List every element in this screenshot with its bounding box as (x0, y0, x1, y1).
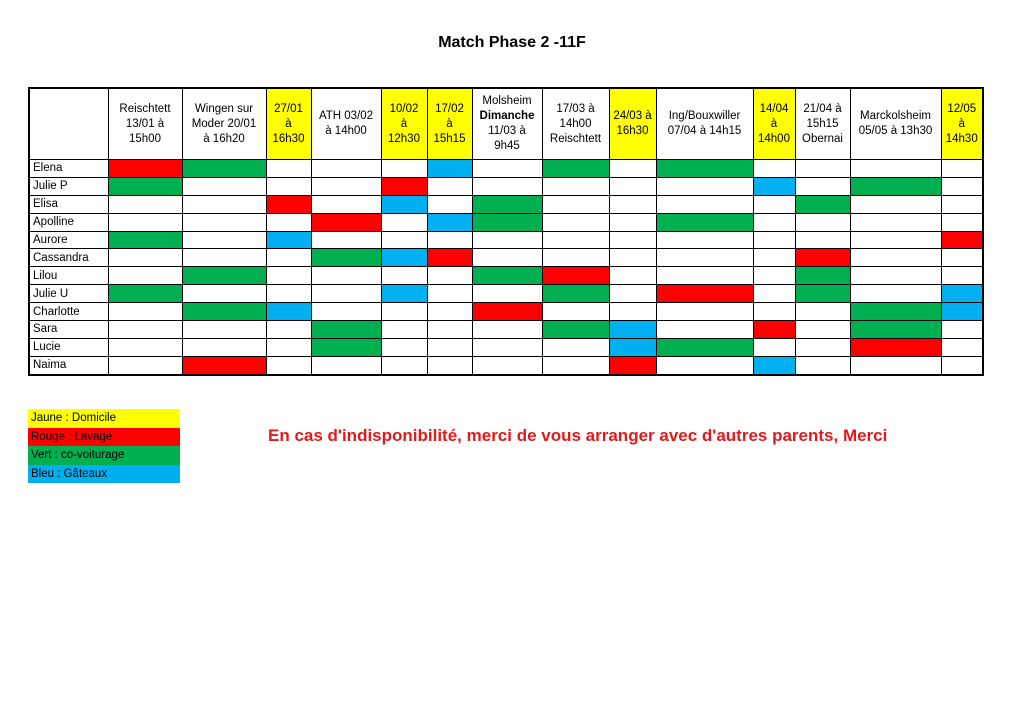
assignment-cell (108, 321, 182, 339)
match-header (850, 88, 941, 160)
player-name: Apolline (29, 213, 108, 231)
match-header-line: 11/03 à (488, 125, 526, 137)
table-row (29, 195, 983, 213)
assignment-cell (542, 213, 609, 231)
match-header-line: 17/03 à (556, 102, 595, 115)
assignment-cell (542, 285, 609, 303)
match-header-line: Molsheim (482, 95, 532, 107)
assignment-cell (266, 321, 311, 339)
match-header-line: à (770, 117, 778, 130)
assignment-cell (182, 321, 266, 339)
assignment-cell (850, 213, 941, 231)
player-name: Cassandra (29, 249, 108, 267)
assignment-cell (311, 160, 381, 178)
match-header-line: 07/04 à 14h15 (667, 125, 742, 137)
assignment-cell (542, 267, 609, 285)
match-header-line: 15h15 (806, 117, 839, 130)
assignment-cell (311, 303, 381, 321)
assignment-cell (381, 231, 427, 249)
assignment-cell (850, 356, 941, 374)
match-header-line: à (958, 117, 965, 130)
assignment-cell (108, 231, 182, 249)
match-header-line: Dimanche (479, 110, 535, 122)
assignment-cell (609, 231, 656, 249)
match-header (941, 88, 983, 160)
match-header-line: 24/03 à (613, 110, 652, 122)
assignment-cell (656, 160, 753, 178)
assignment-cell (609, 356, 656, 374)
assignment-cell (795, 195, 850, 213)
schedule-table (28, 87, 984, 376)
player-name: Lilou (29, 267, 108, 285)
legend (28, 409, 180, 483)
match-header-line: à 14h00 (325, 125, 367, 137)
page-title: Match Phase 2 -11F (438, 34, 586, 51)
assignment-cell (108, 356, 182, 374)
table-row (29, 321, 983, 339)
assignment-cell (472, 338, 542, 356)
match-header (381, 88, 427, 160)
table-row (29, 338, 983, 356)
player-name: Naima (29, 356, 108, 374)
assignment-cell (850, 177, 941, 195)
assignment-cell (311, 231, 381, 249)
match-header-line: Reischtett (549, 132, 602, 145)
assignment-cell (182, 177, 266, 195)
assignment-cell (941, 195, 983, 213)
match-header-line: à 16h20 (203, 132, 245, 145)
legend-item: Bleu : Gâteaux (28, 465, 180, 484)
match-header-line: 14h00 (559, 117, 592, 130)
assignment-cell (795, 338, 850, 356)
table-row (29, 231, 983, 249)
player-name: Elena (29, 160, 108, 178)
assignment-cell (753, 356, 795, 374)
assignment-cell (795, 231, 850, 249)
assignment-cell (656, 267, 753, 285)
assignment-cell (941, 321, 983, 339)
match-header-line: Reischtett (119, 102, 171, 115)
assignment-cell (609, 195, 656, 213)
assignment-cell (182, 160, 266, 178)
assignment-cell (850, 249, 941, 267)
assignment-cell (108, 303, 182, 321)
assignment-cell (266, 177, 311, 195)
assignment-cell (266, 249, 311, 267)
assignment-cell (427, 356, 472, 374)
player-name: Elisa (29, 195, 108, 213)
assignment-cell (427, 231, 472, 249)
match-header-line: 13/01 à (125, 117, 165, 130)
assignment-cell (542, 177, 609, 195)
assignment-cell (609, 303, 656, 321)
assignment-cell (266, 213, 311, 231)
match-header-line: 14h30 (945, 132, 978, 145)
match-header (795, 88, 850, 160)
assignment-cell (472, 303, 542, 321)
assignment-cell (941, 285, 983, 303)
assignment-cell (941, 356, 983, 374)
table-row (29, 249, 983, 267)
assignment-cell (609, 285, 656, 303)
assignment-cell (108, 338, 182, 356)
assignment-cell (941, 267, 983, 285)
assignment-cell (472, 160, 542, 178)
assignment-cell (472, 195, 542, 213)
assignment-cell (182, 303, 266, 321)
player-name: Julie U (29, 285, 108, 303)
assignment-cell (542, 249, 609, 267)
assignment-cell (427, 249, 472, 267)
assignment-cell (427, 321, 472, 339)
assignment-cell (108, 213, 182, 231)
assignment-cell (795, 160, 850, 178)
assignment-cell (108, 160, 182, 178)
assignment-cell (182, 267, 266, 285)
assignment-cell (311, 267, 381, 285)
assignment-cell (108, 195, 182, 213)
assignment-cell (381, 303, 427, 321)
assignment-cell (542, 231, 609, 249)
assignment-cell (182, 213, 266, 231)
match-header-line: ATH 03/02 (318, 110, 374, 122)
assignment-cell (656, 249, 753, 267)
assignment-cell (941, 160, 983, 178)
assignment-cell (182, 356, 266, 374)
assignment-cell (795, 321, 850, 339)
assignment-cell (381, 177, 427, 195)
match-header-line: 15h00 (129, 132, 161, 145)
match-header-line: Moder 20/01 (191, 117, 257, 130)
assignment-cell (941, 303, 983, 321)
assignment-cell (427, 303, 472, 321)
assignment-cell (472, 249, 542, 267)
assignment-cell (753, 321, 795, 339)
assignment-cell (472, 177, 542, 195)
match-header-line: 21/04 à (803, 102, 842, 115)
match-header-line: 14h00 (758, 132, 790, 145)
assignment-cell (182, 285, 266, 303)
assignment-cell (472, 231, 542, 249)
assignment-cell (753, 267, 795, 285)
assignment-cell (381, 213, 427, 231)
assignment-cell (266, 338, 311, 356)
assignment-cell (609, 249, 656, 267)
table-row (29, 285, 983, 303)
match-header-line: 12/05 (947, 102, 977, 115)
assignment-cell (108, 267, 182, 285)
match-header-line: 10/02 (389, 102, 419, 115)
assignment-cell (656, 177, 753, 195)
assignment-cell (850, 321, 941, 339)
assignment-cell (656, 231, 753, 249)
assignment-cell (753, 177, 795, 195)
assignment-cell (656, 356, 753, 374)
assignment-cell (542, 303, 609, 321)
assignment-cell (427, 338, 472, 356)
assignment-cell (427, 213, 472, 231)
assignment-cell (266, 356, 311, 374)
assignment-cell (795, 177, 850, 195)
assignment-cell (311, 356, 381, 374)
player-name: Aurore (29, 231, 108, 249)
assignment-cell (311, 213, 381, 231)
assignment-cell (266, 303, 311, 321)
assignment-cell (795, 285, 850, 303)
assignment-cell (542, 338, 609, 356)
assignment-cell (753, 160, 795, 178)
assignment-cell (795, 303, 850, 321)
table-row (29, 213, 983, 231)
match-header-line: 17/02 (435, 102, 464, 115)
availability-note: En cas d'indisponibilité, merci de vous arranger avec d'autres parents, Merci (268, 426, 888, 445)
assignment-cell (941, 249, 983, 267)
assignment-cell (850, 195, 941, 213)
assignment-cell (472, 321, 542, 339)
assignment-cell (609, 321, 656, 339)
assignment-cell (311, 249, 381, 267)
assignment-cell (656, 321, 753, 339)
match-header (311, 88, 381, 160)
assignment-cell (850, 285, 941, 303)
assignment-cell (311, 177, 381, 195)
table-row (29, 177, 983, 195)
assignment-cell (656, 195, 753, 213)
assignment-cell (941, 213, 983, 231)
match-header (656, 88, 753, 160)
assignment-cell (381, 356, 427, 374)
assignment-cell (795, 213, 850, 231)
assignment-cell (850, 338, 941, 356)
match-header-line: Marckolsheim (860, 110, 931, 122)
match-header-line: 05/05 à 13h30 (858, 125, 933, 137)
player-name: Lucie (29, 338, 108, 356)
player-name: Sara (29, 321, 108, 339)
match-header (542, 88, 609, 160)
table-row (29, 267, 983, 285)
assignment-cell (182, 195, 266, 213)
assignment-cell (941, 231, 983, 249)
assignment-cell (381, 338, 427, 356)
assignment-cell (542, 356, 609, 374)
corner-cell (29, 88, 108, 160)
assignment-cell (542, 321, 609, 339)
match-header-line: Obernai (802, 132, 843, 145)
match-header (472, 88, 542, 160)
assignment-cell (850, 231, 941, 249)
legend-item: Jaune : Domicile (28, 409, 180, 428)
assignment-cell (381, 267, 427, 285)
assignment-cell (795, 249, 850, 267)
match-header (753, 88, 795, 160)
assignment-cell (381, 249, 427, 267)
assignment-cell (381, 160, 427, 178)
assignment-cell (381, 195, 427, 213)
assignment-cell (656, 285, 753, 303)
assignment-cell (311, 285, 381, 303)
assignment-cell (753, 285, 795, 303)
assignment-cell (609, 177, 656, 195)
legend-item: Rouge : Lavage (28, 428, 180, 447)
assignment-cell (427, 285, 472, 303)
match-header (427, 88, 472, 160)
assignment-cell (108, 177, 182, 195)
assignment-cell (311, 195, 381, 213)
match-header (266, 88, 311, 160)
assignment-cell (311, 338, 381, 356)
assignment-cell (753, 338, 795, 356)
assignment-cell (427, 195, 472, 213)
assignment-cell (795, 267, 850, 285)
table-row (29, 160, 983, 178)
assignment-cell (266, 267, 311, 285)
assignment-cell (795, 356, 850, 374)
assignment-cell (266, 195, 311, 213)
table-body (29, 160, 983, 375)
assignment-cell (427, 160, 472, 178)
match-header (609, 88, 656, 160)
assignment-cell (108, 285, 182, 303)
match-header-line: Ing/Bouxwiller (668, 110, 741, 122)
assignment-cell (656, 303, 753, 321)
assignment-cell (941, 338, 983, 356)
match-header-line: à (446, 117, 453, 130)
assignment-cell (182, 231, 266, 249)
assignment-cell (609, 338, 656, 356)
assignment-cell (753, 303, 795, 321)
player-name: Julie P (29, 177, 108, 195)
assignment-cell (472, 267, 542, 285)
assignment-cell (266, 160, 311, 178)
match-header-line: à (400, 117, 408, 130)
assignment-cell (753, 213, 795, 231)
assignment-cell (266, 231, 311, 249)
assignment-cell (753, 195, 795, 213)
assignment-cell (941, 177, 983, 195)
assignment-cell (542, 195, 609, 213)
assignment-cell (609, 267, 656, 285)
assignment-cell (311, 321, 381, 339)
assignment-cell (472, 213, 542, 231)
assignment-cell (381, 321, 427, 339)
assignment-cell (850, 303, 941, 321)
assignment-cell (609, 213, 656, 231)
header-row (29, 88, 983, 160)
match-header-line: 16h30 (272, 132, 305, 145)
assignment-cell (182, 338, 266, 356)
assignment-cell (427, 177, 472, 195)
assignment-cell (850, 160, 941, 178)
assignment-cell (427, 267, 472, 285)
assignment-cell (182, 249, 266, 267)
assignment-cell (472, 356, 542, 374)
assignment-cell (472, 285, 542, 303)
assignment-cell (108, 249, 182, 267)
match-header-line: 9h45 (494, 140, 520, 152)
assignment-cell (542, 160, 609, 178)
assignment-cell (753, 231, 795, 249)
legend-item: Vert : co-voiturage (28, 446, 180, 465)
match-header-line: 15h15 (433, 132, 466, 145)
assignment-cell (850, 267, 941, 285)
match-header-line: 14/04 (759, 102, 789, 115)
match-header-line: à (285, 117, 292, 130)
match-header-line: Wingen sur (194, 102, 254, 115)
match-header-line: 12h30 (388, 132, 420, 145)
match-header-line: 27/01 (274, 102, 303, 115)
match-header (108, 88, 182, 160)
assignment-cell (753, 249, 795, 267)
assignment-cell (656, 338, 753, 356)
table-row (29, 356, 983, 374)
assignment-cell (609, 160, 656, 178)
player-name: Charlotte (29, 303, 108, 321)
match-header (182, 88, 266, 160)
match-header-line: 16h30 (616, 125, 649, 137)
assignment-cell (656, 213, 753, 231)
assignment-cell (381, 285, 427, 303)
assignment-cell (266, 285, 311, 303)
table-row (29, 303, 983, 321)
